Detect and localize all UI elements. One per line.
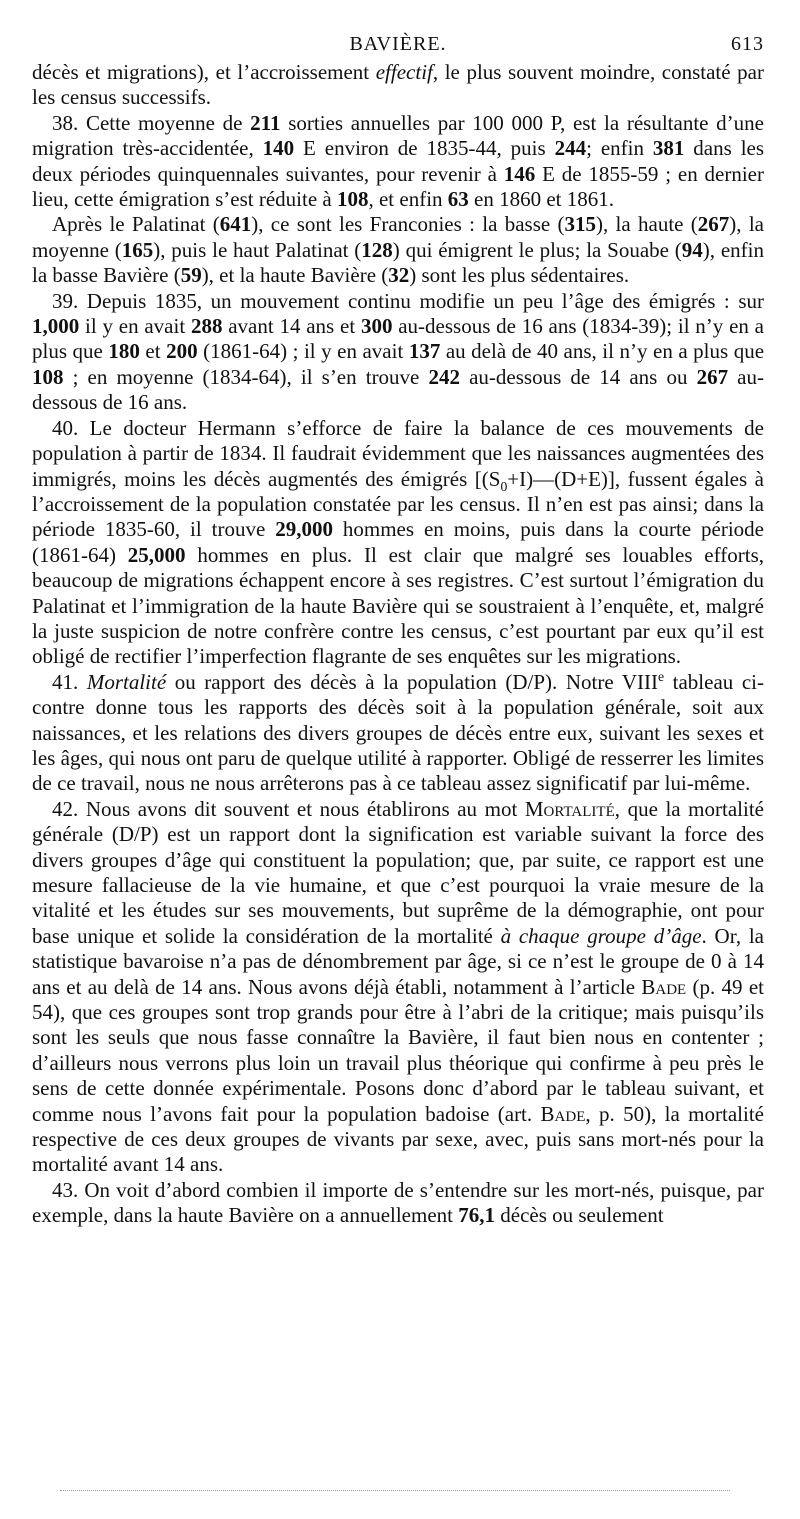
paragraph-continuation: décès et migrations), et l’accroissement effectif, le plus souvent moindre, constaté par les census successifs. [32,60,764,110]
paragraph-38-regions: Après le Palatinat (641), ce sont les Franconies : la basse (315), la haute (267), la moyenne (165), puis le haut Palatinat (128) qui émigrent le plus; la Souabe (94), enfin la basse Bavière (59), et la haute Bavière (32) sont les plus sédentaires. [32,212,764,288]
page-number: 613 [731,33,764,55]
paragraph-39: 39. Depuis 1835, un mouvement continu modifie un peu l’âge des émigrés : sur 1,000 il y en avait 288 avant 14 ans et 300 au-dessous de 16 ans (1834-39); il n’y en a plus que 180 et 200 (1861-64) ; il y en avait 137 au delà de 40 ans, il n’y en a plus que 108 ; en moyenne (1834-64), il s’en trouve 242 au-dessous de 14 ans ou 267 au-dessous de 16 ans. [32,288,765,415]
paragraph-43: 43. On voit d’abord combien il importe de s’entendre sur les mort-nés, puisque, par exemple, dans la haute Bavière on a annuellement 76,1 décès ou seulement [32,1177,764,1228]
footer-rule [60,1490,730,1491]
paragraph-40: 40. Le docteur Hermann s’efforce de faire la balance de ces mouvements de population à partir de 1834. Il faudrait évidemment que les naissances augmentées des immigrés, moins les décès augmentés des émigrés $[(S_0+I)—(D+E)]$, fussent égales à l’accroissement de la population constatée par les census. Il n’en est pas ainsi; dans la période 1835-60, il trouve 29,000 hommes en moins, puis dans la courte période (1861-64) 25,000 hommes en plus. Il est clair que malgré ses louables efforts, beaucoup de migrations échappent encore à ses registres. C’est surtout l’émigration du Palatinat et l’immigration de la haute Bavière qui se soustraient à l’enquête, et, malgré la juste suspicion de notre confrère contre les census, c’est pourtant par eux qu’il est obligé de rectifier l’imperfection flagrante de ses enquêtes sur les migrations. [32,415,765,669]
running-header [32,30,764,60]
paragraph-41: 41. Mortalité ou rapport des décès à la population (D/P). Notre VIIIe tableau ci-contre donne tous les rapports des décès soit à la population générale, soit aux naissances, et les relations des divers groupes de décès entre eux, suivant les sexes et les âges, qui nous ont paru de quelque utilité à rapporter. Obligé de resserrer les limites de ce travail, nous ne nous arrêterons pas à ce tableau assez significatif par lui-même. [32,668,764,796]
running-title: BAVIÈRE. [349,33,447,55]
paragraph-42: 42. Nous avons dit souvent et nous établirons au mot Mortalité, que la mortalité générale (D/P) est un rapport dont la signification est variable suivant la force des divers groupes d’âge qui constituent la population; que, par suite, ce rapport est une mesure fallacieuse de la vie humaine, et que c’est pourquoi la vraie mesure de la vitalité et les études sur ses mouvements, but suprême de la démographie, ont pour base unique et solide la considération de la mortalité à chaque groupe d’âge. Or, la statistique bavaroise n’a pas de dénombrement par âge, si ce n’est le groupe de 0 à 14 ans et au delà de 14 ans. Nous avons déjà établi, notamment à l’article Bade (p. 49 et 54), que ces groupes sont trop grands pour être à l’abri de la critique; mais puisqu’ils sont les seuls que nous fasse connaître la Bavière, il faut bien nous en contenter ; d’ailleurs nous verrons plus loin un travail plus théorique qui confirme à peu près le sens de cette donnée expérimentale. Posons donc d’abord par le tableau suivant, et comme nous l’avons fait pour la population badoise (art. Bade, p. 50), la mortalité respective de ces deux groupes de vivants par sexe, avec, puis sans mort-nés pour la mortalité avant 14 ans. [32,796,765,1177]
paragraph-38: 38. Cette moyenne de 211 sorties annuelles par 100 000 P, est la résultante d’une migration très-accidentée, 140 E environ de 1835-44, puis 244; enfin 381 dans les deux périodes quinquennales suivantes, pour revenir à 146 E de 1855-59 ; en dernier lieu, cette émigration s’est réduite à 108, et enfin 63 en 1860 et 1861. [32,110,765,212]
